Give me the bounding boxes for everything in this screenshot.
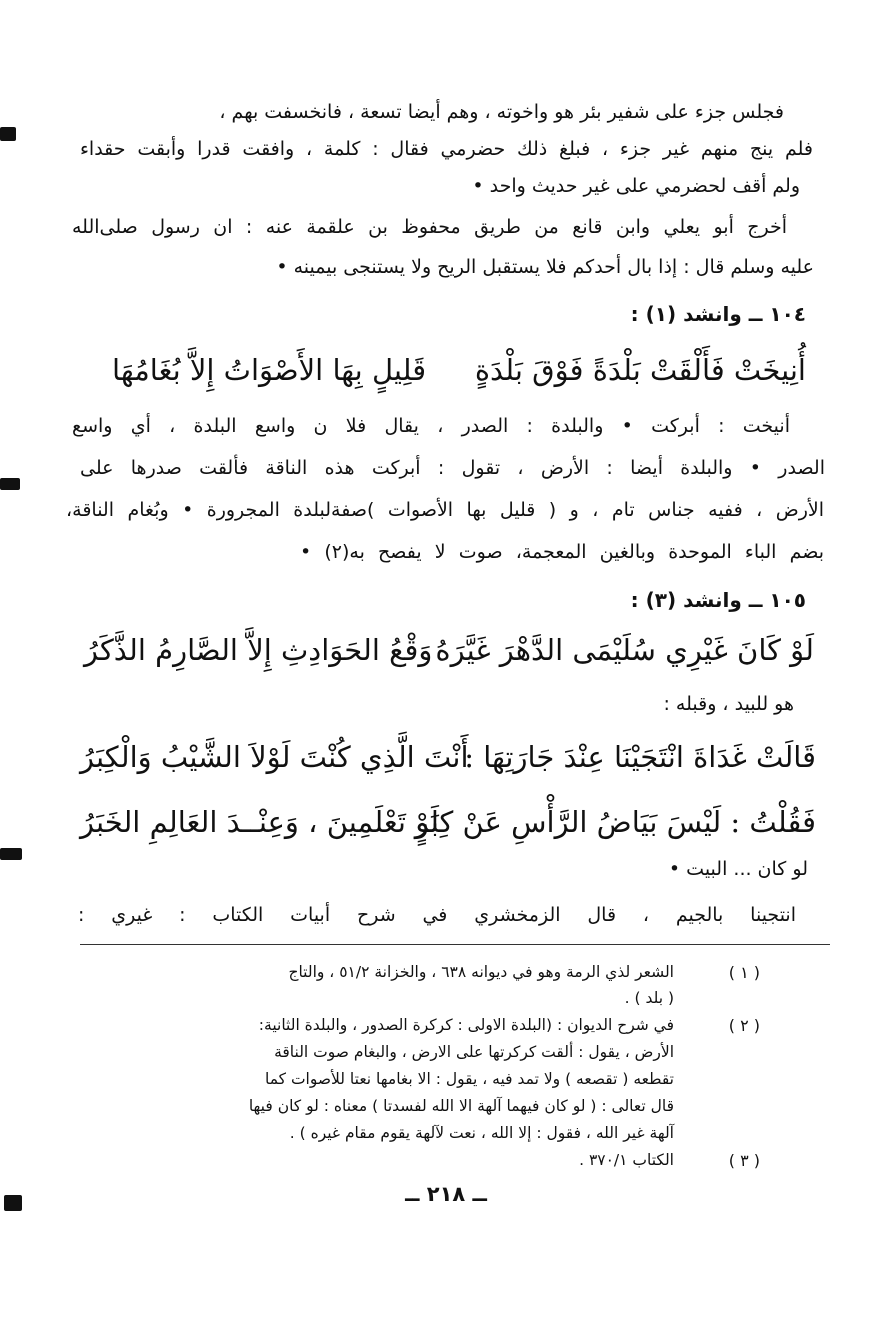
- verse-hemistich-right: لَوْ كَانَ غَيْرِي سُلَيْمَى الدَّهْرَ غَيَّرَهُ: [435, 633, 814, 667]
- body-line: فلم ينج منهم غير جزء ، فبلغ ذلك حضرمي فقال : كلمة ، وافقت قدرا وأبقت حقداء: [80, 138, 813, 160]
- footnote-line: الشعر لذي الرمة وهو في ديوانه ٦٣٨ ، والخزانة ٥١/٢ ، والتاج: [288, 963, 674, 981]
- footnote-line: في شرح الديوان : (البلدة الاولى : كركرة الصدور ، والبلدة الثانية:: [258, 1016, 674, 1034]
- footnote-line: الأرض ، يقول : ألقت كركرتها على الارض ، والبغام صوت الناقة: [274, 1043, 674, 1061]
- explanation-line: الأرض ، ففيه جناس تام ، و ( قليل بها الأصوات )صفةلبلدة المجرورة • وبُغام الناقة،: [66, 499, 824, 521]
- explanation-line: الصدر • والبلدة أيضا : الأرض ، تقول : أبركت هذه الناقة فألقت صدرها على: [80, 457, 825, 479]
- footnote-line: الكتاب ٣٧٠/١ .: [579, 1151, 674, 1169]
- body-line: انتجينا بالجيم ، قال الزمخشري في شرح أبيات الكتاب : غيري :: [78, 904, 796, 926]
- explanation-line: بضم الباء الموحدة وبالغين المعجمة، صوت لا يفصح به(٢) •: [300, 541, 824, 563]
- footnote-number: ( ٣ ): [728, 1151, 760, 1170]
- body-line: لو كان ... البيت •: [668, 858, 808, 880]
- scan-edge-mark: [0, 848, 22, 860]
- footnote-number: ( ١ ): [728, 963, 760, 982]
- verse-hemistich-right: أُنِيخَتْ فَأَلْقَتْ بَلْدَةً فَوْقَ بَلْدَةٍ: [474, 353, 806, 387]
- body-line: ولم أقف لحضرمي على غير حديث واحد •: [472, 175, 800, 197]
- body-line: فجلس جزء على شفير بئر هو واخوته ، وهم أيضا تسعة ، فانخسفت بهم ،: [219, 101, 784, 123]
- body-line: عليه وسلم قال : إذا بال أحدكم فلا يستقبل الريح ولا يستنجى بيمينه •: [276, 256, 814, 278]
- footnote-line: قال تعالى : ( لو كان فيهما آلهة الا الله لفسدتا ) معناه : لو كان فيها: [248, 1097, 674, 1115]
- verse-hemistich-left: وَقْعُ الحَوَادِثِ إِلاَّ الصَّارِمُ الذَّكَرُ: [84, 633, 433, 667]
- verse-hemistich-right: قَالَتْ غَدَاةَ انْتَجَيْنَا عِنْدَ جَارَتِهَا :: [464, 740, 816, 774]
- footnote-line: ( بلد ) .: [624, 989, 674, 1007]
- footnote-number: ( ٢ ): [728, 1016, 760, 1035]
- verse-hemistich-right: فَقُلْتُ : لَيْسَ بَيَاضُ الرَّأْسِ عَنْ كِبَرٍ: [414, 805, 816, 839]
- scan-edge-mark: [0, 478, 20, 490]
- verse-hemistich-left: قَلِيلٍ بِهَا الأَصْوَاتُ إِلاَّ بُغَامُهَا: [112, 353, 427, 387]
- page-number: ــ ٢١٨ ــ: [405, 1182, 487, 1206]
- verse-heading-104: ١٠٤ ــ وانشد (١) :: [630, 302, 806, 326]
- body-line: هو للبيد ، وقبله :: [663, 693, 794, 715]
- explanation-line: أنيخت : أبركت • والبلدة : الصدر ، يقال فلا ن واسع البلدة ، أي واسع: [72, 415, 790, 437]
- footnote-line: تقطعه ( تقصعه ) ولا تمد فيه ، يقول : الا بغامها نعتا للأصوات كما: [264, 1070, 674, 1088]
- verse-heading-105: ١٠٥ ــ وانشد (٣) :: [630, 588, 806, 612]
- verse-hemistich-left: لَوْ تَعْلَمِينَ ، وَعِنْــدَ العَالِمِ الخَبَرُ: [80, 805, 440, 839]
- footnote-line: آلهة غير الله ، فقول : إلا الله ، نعت لآلهة يقوم مقام غيره ) .: [289, 1124, 674, 1142]
- body-line: أخرج أبو يعلي وابن قانع من طريق محفوظ بن علقمة عنه : ان رسول صلى‌الله: [72, 216, 787, 238]
- verse-hemistich-left: أَنْتَ الَّذِي كُنْتَ لَوْلاَ الشَّيْبُ وَالْكِبَرُ: [80, 740, 469, 774]
- footnote-separator: [80, 944, 830, 945]
- scan-edge-mark: [0, 127, 16, 141]
